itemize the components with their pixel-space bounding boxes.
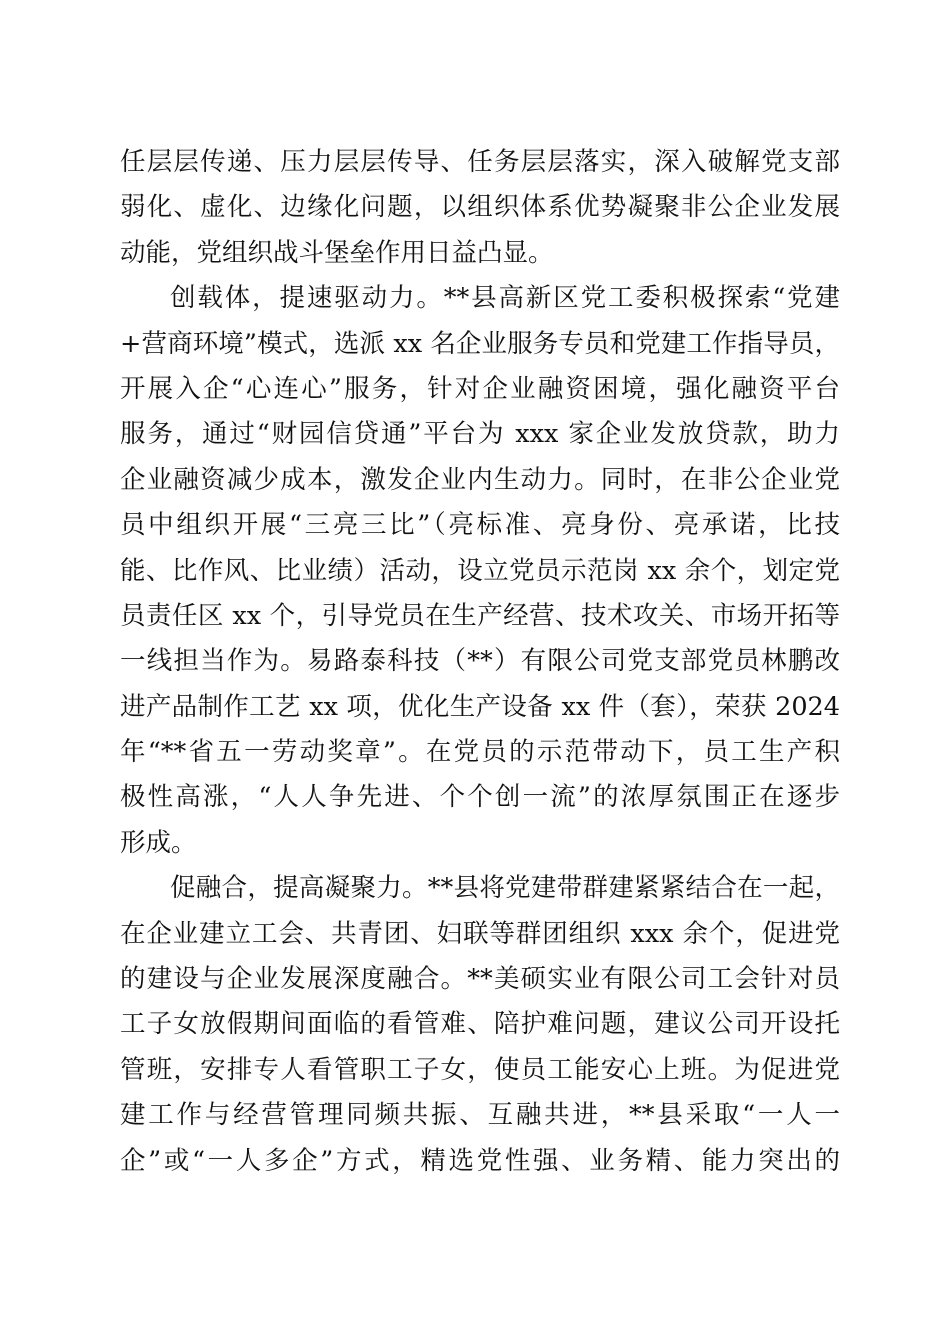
text-line: 的建设与企业发展深度融合。**美硕实业有限公司工会针对员 [120,964,840,995]
text-line: 工子女放假期间面临的看管难、陪护难问题，建议公司开设托 [120,1009,840,1040]
text-line: 建工作与经营管理同频共振、互融共进，**县采取“一人一 [120,1100,840,1131]
text-line: 能、比作风、比业绩）活动，设立党员示范岗 xx 余个，划定党 [120,555,840,586]
text-line: 进产品制作工艺 xx 项，优化生产设备 xx 件（套），荣获 2024 [120,691,840,722]
text-line: 一线担当作为。易路泰科技（**）有限公司党支部党员林鹏改 [120,646,840,677]
text-line: 形成。 [120,827,197,858]
body-text [120,140,840,1184]
text-line: 任层层传递、压力层层传导、任务层层落实，深入破解党支部 [120,147,840,177]
text-line: 开展入企“心连心”服务，针对企业融资困境，强化融资平台 [120,373,840,404]
text-line: 弱化、虚化、边缘化问题，以组织体系优势凝聚非公企业发展 [120,192,840,223]
text-line: 企业融资减少成本，激发企业内生动力。同时，在非公企业党 [120,464,840,495]
text-line: +营商环境”模式，选派 xx 名企业服务专员和党建工作指导员， [120,328,840,359]
text-line: 管班，安排专人看管职工子女，使员工能安心上班。为促进党 [120,1054,840,1085]
text-line: 极性高涨，“人人争先进、个个创一流”的浓厚氛围正在逐步 [120,782,840,813]
text-line: 企”或“一人多企”方式，精选党性强、业务精、能力突出的 [120,1145,840,1176]
text-line: 服务，通过“财园信贷通”平台为 xxx 家企业发放贷款，助力 [120,419,840,450]
text-line: 在企业建立工会、共青团、妇联等群团组织 xxx 余个，促进党 [120,918,840,949]
paragraph-heading-line: 创载体，提速驱动力。**县高新区党工委积极探索“党建 [170,283,840,314]
text-line: 员中组织开展“三亮三比”（亮标准、亮身份、亮承诺，比技 [120,510,840,541]
paragraph-heading-line: 促融合，提高凝聚力。**县将党建带群建紧紧结合在一起， [170,873,840,904]
text-line: 年“**省五一劳动奖章”。在党员的示范带动下，员工生产积 [120,737,840,768]
text-line: 动能，党组织战斗堡垒作用日益凸显。 [120,237,554,268]
text-line: 员责任区 xx 个，引导党员在生产经营、技术攻关、市场开拓等 [120,600,840,631]
